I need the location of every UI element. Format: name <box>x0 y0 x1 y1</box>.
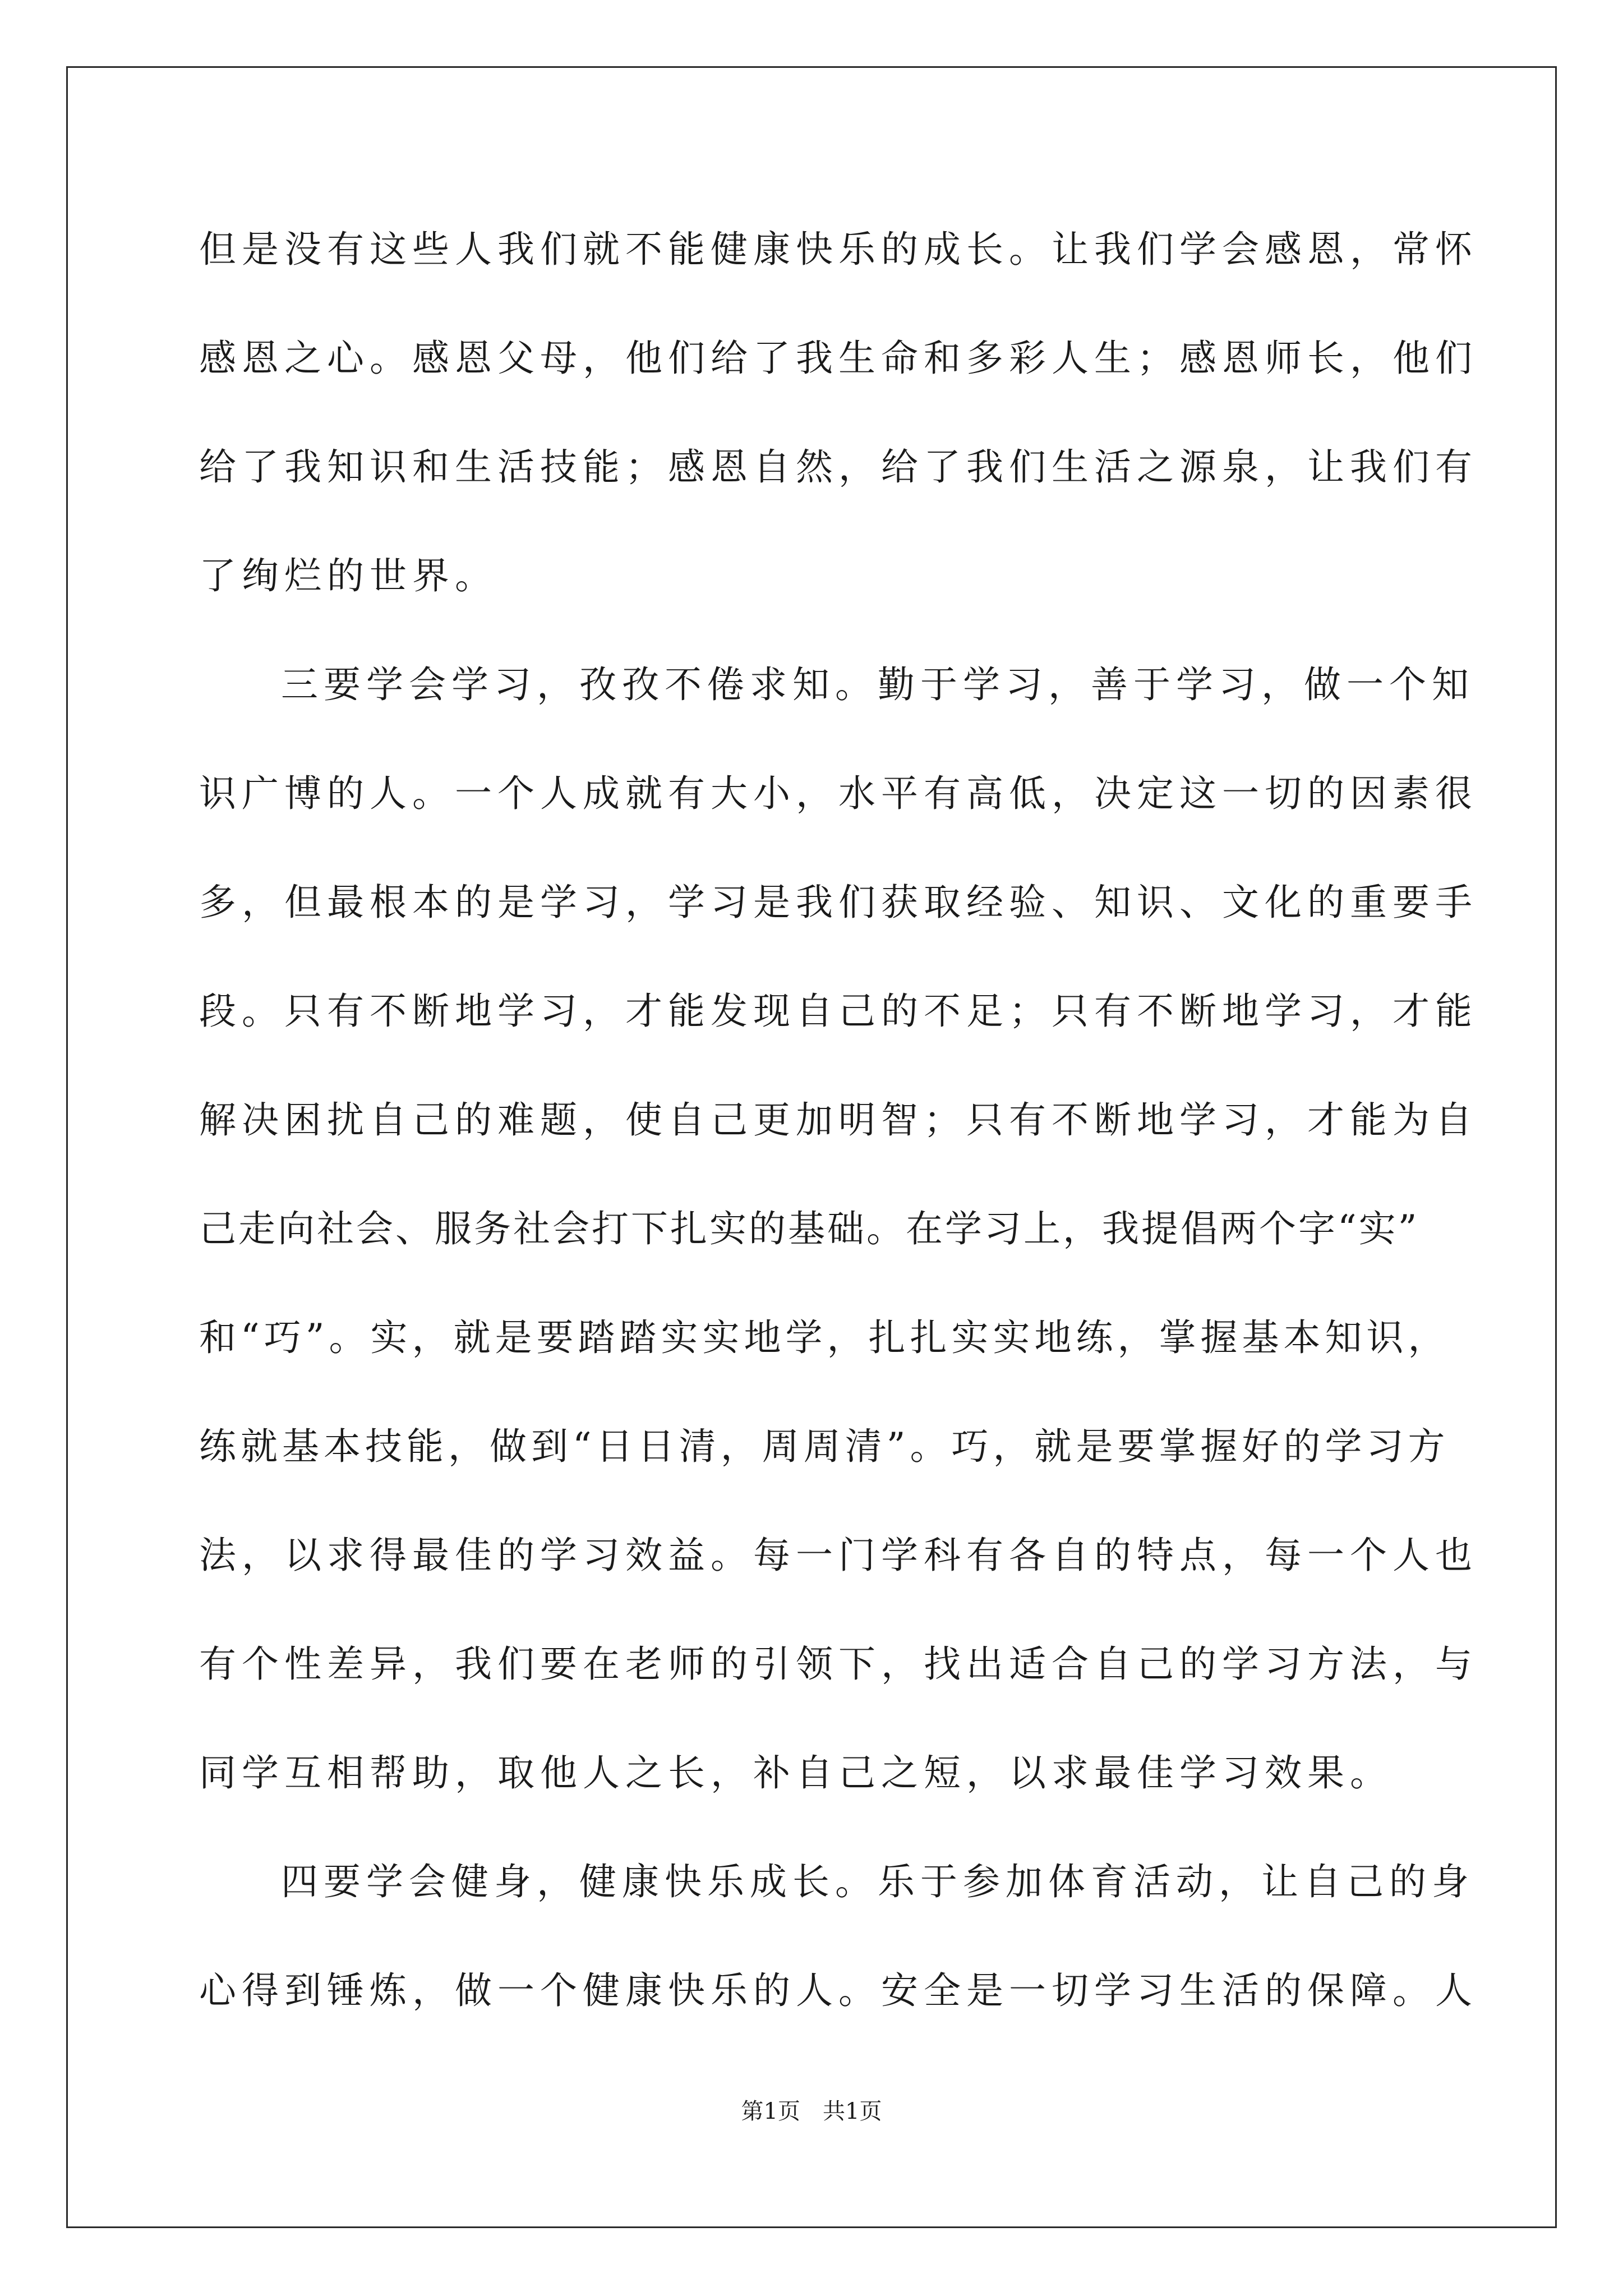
text-line-2: 感恩之心。感恩父母，他们给了我生命和多彩人生；感恩师长，他们 <box>199 337 1478 380</box>
text-line-6: 识广博的人。一个人成就有大小，水平有高低，决定这一切的因素很 <box>199 772 1478 815</box>
text-line-7: 多，但最根本的是学习，学习是我们获取经验、知识、文化的重要手 <box>199 881 1478 924</box>
text-line-14: 有个性差异，我们要在老师的引领下，找出适合自己的学习方法，与 <box>199 1642 1478 1686</box>
page-footer <box>0 2100 1623 2123</box>
paragraph-three-start: 三要学会学习，孜孜不倦求知。勤于学习，善于学习，做一个知 <box>281 663 1474 706</box>
text-line-9: 解决困扰自己的难题，使自己更加明智；只有不断地学习，才能为自 <box>199 1098 1478 1142</box>
page-border <box>66 66 1557 2228</box>
text-line-4: 了绚烂的世界。 <box>199 554 497 597</box>
text-line-13: 法，以求得最佳的学习效益。每一门学科有各自的特点，每一个人也 <box>199 1534 1478 1577</box>
text-line-10: 己走向社会、服务社会打下扎实的基础。在学习上，我提倡两个字“实” <box>199 1207 1419 1250</box>
text-line-1: 但是没有这些人我们就不能健康快乐的成长。让我们学会感恩，常怀 <box>199 228 1478 271</box>
page-number: 第1页 <box>741 2099 800 2124</box>
total-pages: 共1页 <box>823 2099 882 2124</box>
paragraph-four-start: 四要学会健身，健康快乐成长。乐于参加体育活动，让自己的身 <box>281 1860 1474 1903</box>
text-line-15: 同学互相帮助，取他人之长，补自己之短，以求最佳学习效果。 <box>199 1751 1393 1795</box>
text-line-17: 心得到锤炼，做一个健康快乐的人。安全是一切学习生活的保障。人 <box>199 1969 1478 2012</box>
text-line-11: 和“巧”。实，就是要踏踏实实地学，扎扎实实地练，掌握基本知识， <box>199 1316 1450 1359</box>
text-line-8: 段。只有不断地学习，才能发现自己的不足；只有不断地学习，才能 <box>199 990 1478 1033</box>
text-line-3: 给了我知识和生活技能；感恩自然，给了我们生活之源泉，让我们有 <box>199 445 1478 489</box>
text-line-12: 练就基本技能，做到“日日清，周周清”。巧，就是要掌握好的学习方 <box>199 1425 1450 1468</box>
